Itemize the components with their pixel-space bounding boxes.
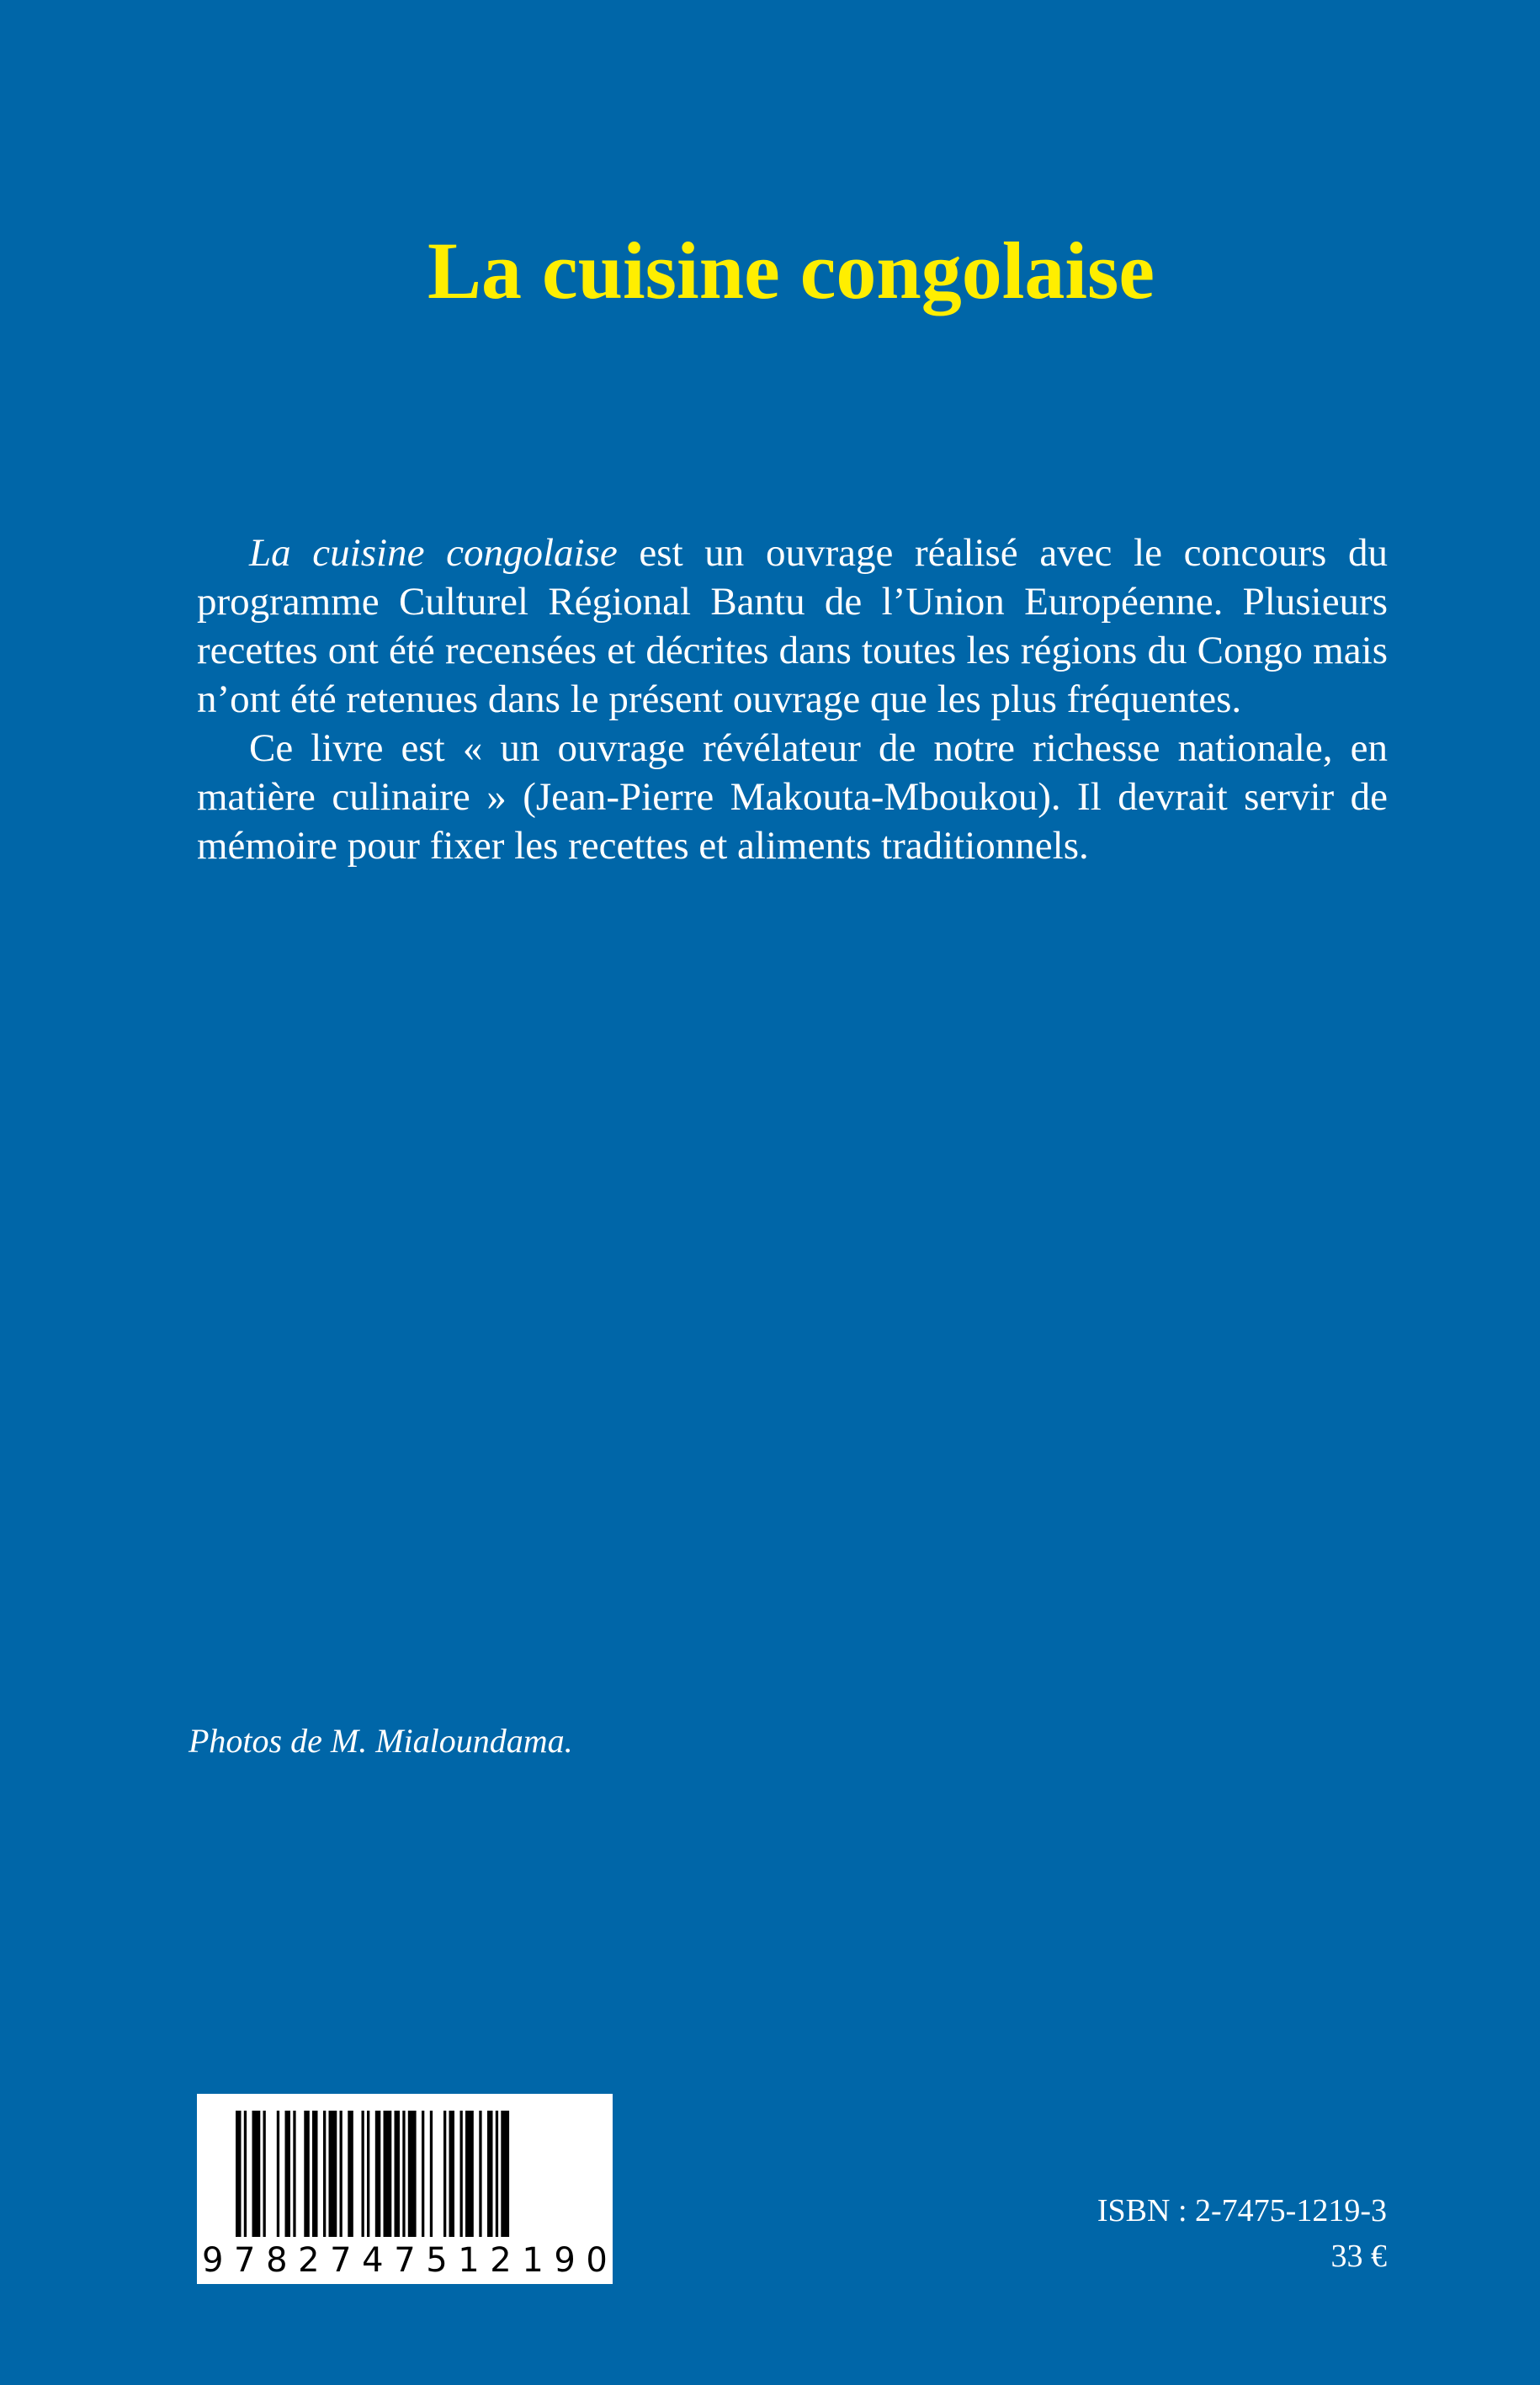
barcode-digit: 1: [458, 2241, 480, 2280]
barcode-bar: [323, 2111, 326, 2237]
barcode-digit: 7: [394, 2241, 416, 2280]
barcode-bar: [465, 2111, 474, 2237]
barcode-bar: [501, 2111, 509, 2237]
barcode-bar: [367, 2111, 369, 2237]
barcode-bar: [312, 2111, 318, 2237]
blurb-paragraph-2: Ce livre est « un ouvrage révélateur de notre richesse nationale, en matière culinaire » (Jean-Pierre Makouta-Mboukou). Il devrait servir de mémoire pour fixer les recettes et aliments traditionnels.: [197, 726, 1388, 868]
barcode-digit: 4: [362, 2241, 384, 2280]
isbn-barcode: [197, 2094, 613, 2284]
barcode-digit: 0: [586, 2241, 608, 2280]
price: 33 €: [1330, 2239, 1387, 2274]
barcode-bar: [329, 2111, 337, 2237]
barcode-bar: [236, 2111, 242, 2237]
barcode-bar: [402, 2111, 405, 2237]
barcode-digit: 9: [554, 2241, 576, 2280]
photo-credit: Photos de M. Mialoundama.: [189, 1722, 573, 1760]
barcode-digit: 8: [266, 2241, 288, 2280]
barcode-bar: [340, 2111, 343, 2237]
barcode-bar: [443, 2111, 446, 2237]
isbn-price-block: [1097, 2188, 1387, 2279]
barcode-bar: [395, 2111, 401, 2237]
blurb-paragraph-1: [197, 529, 1388, 724]
barcode-bar: [408, 2111, 417, 2237]
barcode-digit: 9: [202, 2241, 224, 2280]
barcode-digits: [202, 2242, 608, 2279]
back-cover-blurb: [197, 529, 1388, 870]
barcode-bar: [479, 2111, 481, 2237]
barcode-digit: 2: [298, 2241, 320, 2280]
barcode-bar: [293, 2111, 295, 2237]
barcode-bar: [244, 2111, 247, 2237]
barcode-bar: [375, 2111, 381, 2237]
barcode-bar: [460, 2111, 463, 2237]
barcode-bar: [449, 2111, 455, 2237]
barcode-bar: [252, 2111, 261, 2237]
blurb-paragraph-1-text: est un ouvrage réalisé avec le concours du programme Culturel Régional Bantu de l’Union Européenne. Plusieurs recettes ont été recensées et décrites dans toutes les régions du Congo mais n’ont été retenues dans le présent ouvrage que les plus fréquentes.: [197, 531, 1389, 721]
book-title: La cuisine congolaise: [427, 226, 1155, 316]
barcode-bar: [362, 2111, 364, 2237]
barcode-digit: 1: [522, 2241, 544, 2280]
barcode-bar: [277, 2111, 279, 2237]
barcode-bar: [487, 2111, 493, 2237]
barcode-bar: [285, 2111, 291, 2237]
barcode-digit: 5: [426, 2241, 448, 2280]
barcode-bar: [430, 2111, 433, 2237]
barcode-bar: [384, 2111, 392, 2237]
blurb-book-title-italic: La cuisine congolaise: [249, 531, 618, 575]
barcode-bar: [263, 2111, 266, 2237]
isbn-number: ISBN : 2-7475-1219-3: [1097, 2193, 1387, 2228]
barcode-bar: [422, 2111, 424, 2237]
barcode-bar: [496, 2111, 498, 2237]
barcode-digit: 7: [234, 2241, 256, 2280]
barcode-bar: [304, 2111, 310, 2237]
barcode-bar: [348, 2111, 353, 2237]
barcode-digit: 2: [490, 2241, 512, 2280]
barcode-digit: 7: [330, 2241, 352, 2280]
